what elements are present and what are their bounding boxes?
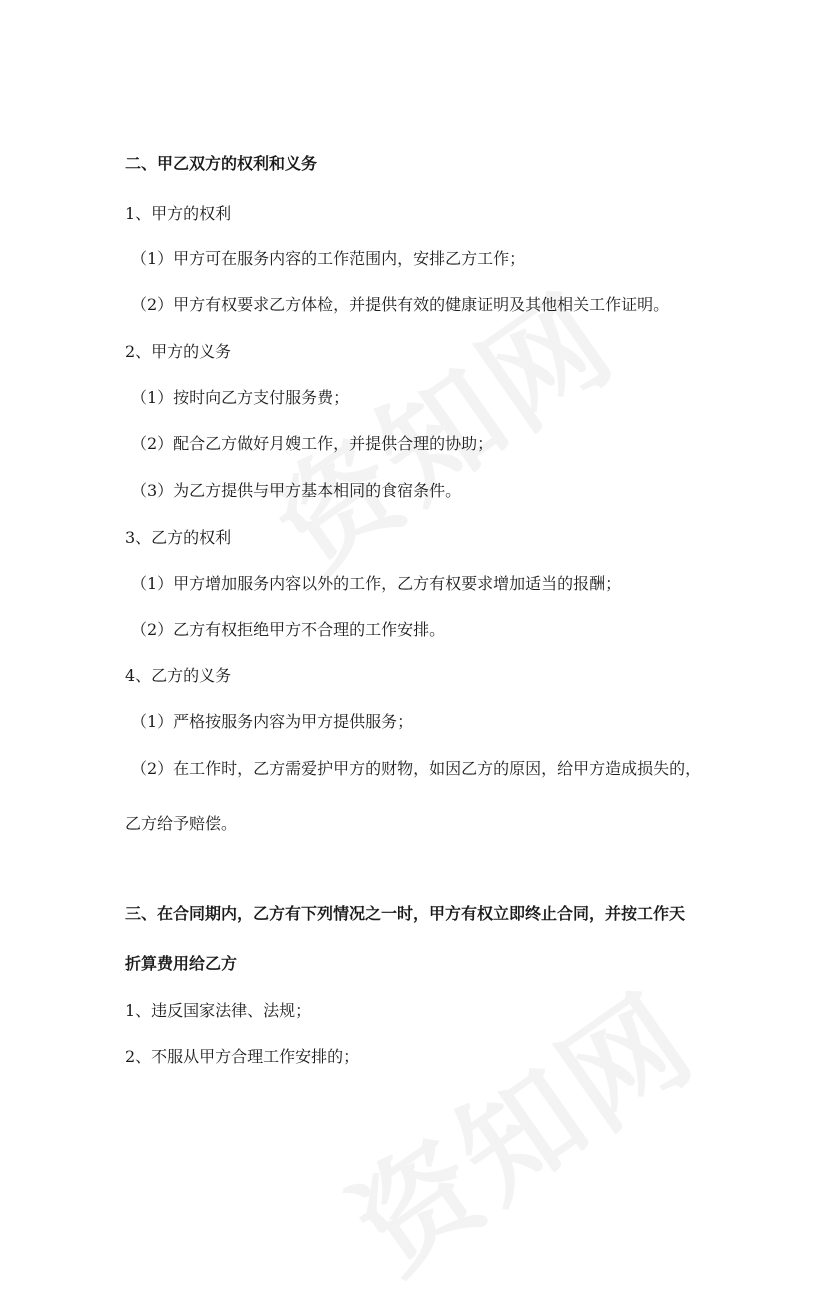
- party-a-rights-item: （1）甲方可在服务内容的工作范围内，安排乙方工作；: [131, 249, 526, 268]
- party-b-rights-item: （1）甲方增加服务内容以外的工作，乙方有权要求增加适当的报酬；: [131, 574, 622, 593]
- section-3-heading-line-2: 折算费用给乙方: [125, 954, 238, 973]
- section-2-heading: 二、甲乙双方的权利和义务: [125, 154, 318, 173]
- party-b-duties-item: （2）在工作时，乙方需爱护甲方的财物，如因乙方的原因，给甲方造成损失的，: [131, 759, 702, 778]
- party-a-duties-item: （3）为乙方提供与甲方基本相同的食宿条件。: [131, 481, 462, 500]
- party-b-duties-item-continued: 乙方给予赔偿。: [125, 814, 238, 833]
- party-b-rights-item: （2）乙方有权拒绝甲方不合理的工作安排。: [131, 620, 446, 639]
- party-b-duties-title: 4、乙方的义务: [125, 666, 232, 685]
- section-3-heading-line-1: 三、在合同期内，乙方有下列情况之一时，甲方有权立即终止合同，并按工作天: [125, 904, 686, 923]
- section-3-item: 2、不服从甲方合理工作安排的；: [125, 1047, 360, 1066]
- party-b-rights-title: 3、乙方的权利: [125, 528, 232, 547]
- party-a-rights-title: 1、甲方的权利: [125, 204, 232, 223]
- party-a-rights-item: （2）甲方有权要求乙方体检，并提供有效的健康证明及其他相关工作证明。: [131, 295, 670, 314]
- watermark: [315, 947, 723, 1305]
- party-a-duties-item: （1）按时向乙方支付服务费；: [131, 388, 350, 407]
- party-a-duties-item: （2）配合乙方做好月嫂工作，并提供合理的协助；: [131, 434, 494, 453]
- party-a-duties-title: 2、甲方的义务: [125, 342, 232, 361]
- section-3-item: 1、违反国家法律、法规；: [125, 1001, 312, 1020]
- party-b-duties-item: （1）严格按服务内容为甲方提供服务；: [131, 712, 414, 731]
